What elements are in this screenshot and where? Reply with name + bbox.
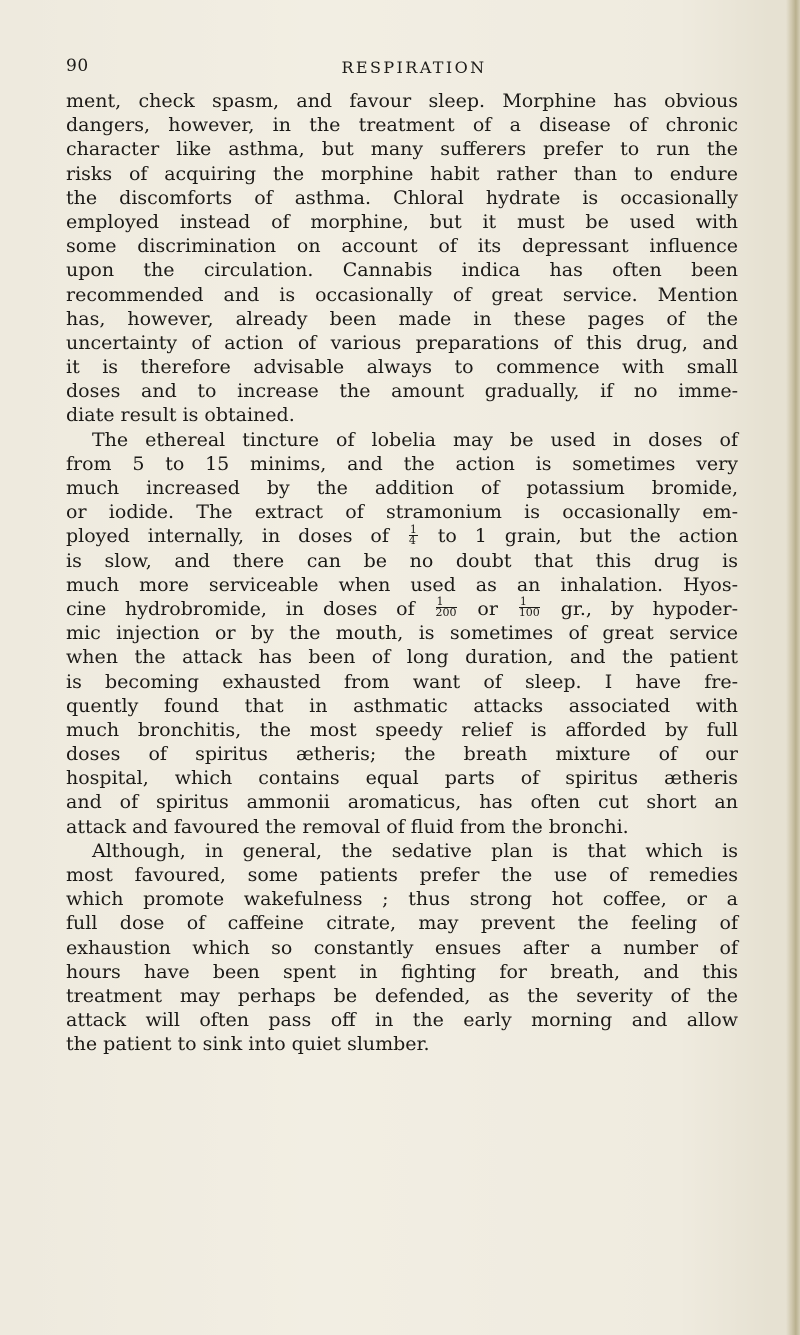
fraction-numerator: 1	[436, 597, 457, 608]
text-line: quently found that in asthmatic attacks associated with	[66, 694, 738, 717]
text-line: and of spiritus ammonii aromaticus, has often cut short an	[66, 791, 738, 814]
fraction-numerator: 1	[409, 522, 417, 536]
text-line: dangers, however, in the treatment of a disease of chronic	[66, 114, 738, 137]
text-fragment: or	[477, 597, 498, 620]
text-line: mic injection or by the mouth, is sometimes of great service	[66, 622, 738, 645]
text-line: Although, in general, the sedative plan is that which is	[92, 839, 738, 862]
text-line: is becoming exhausted from want of sleep. I have fre-	[66, 670, 738, 693]
text-line-fraction	[66, 524, 738, 548]
text-line: exhaustion which so constantly ensues after a number of	[66, 936, 738, 959]
text-line: much increased by the addition of potassium bromide,	[66, 477, 738, 499]
text-line: risks of acquiring the morphine habit rather than to endure	[66, 162, 738, 185]
text-line: doses and to increase the amount gradually, if no imme-	[66, 380, 738, 403]
text-line: ment, check spasm, and favour sleep. Morphine has obvious	[66, 90, 738, 112]
fraction-denominator: 4	[408, 533, 416, 547]
text-line: much bronchitis, the most speedy relief is afforded by full	[66, 718, 738, 741]
page-edge-shadow	[786, 0, 800, 1335]
fraction	[519, 597, 540, 618]
text-line: is slow, and there can be no doubt that this drug is	[66, 549, 738, 572]
text-line-fraction	[66, 597, 738, 621]
running-head: RESPIRATION	[341, 58, 487, 77]
text-line: treatment may perhaps be defended, as the severity of the	[66, 984, 738, 1007]
text-line: the discomforts of asthma. Chloral hydrate is occasionally	[66, 186, 738, 209]
text-line: character like asthma, but many sufferers prefer to run the	[66, 138, 738, 161]
fraction-denominator: 100	[518, 606, 540, 620]
text-line: recommended and is occasionally of great service. Mention	[66, 283, 738, 306]
text-line: from 5 to 15 minims, and the action is sometimes very	[66, 452, 738, 475]
text-line: hospital, which contains equal parts of spiritus ætheris	[66, 767, 738, 790]
text-line: doses of spiritus ætheris; the breath mixture of our	[66, 743, 738, 766]
text-fragment: ployed internally, in doses of	[66, 525, 389, 548]
text-line: full dose of caffeine citrate, may prevent the feeling of	[66, 912, 738, 935]
text-line: has, however, already been made in these pages of the	[66, 307, 738, 330]
text-line: it is therefore advisable always to commence with small	[66, 356, 738, 379]
text-line: which promote wakefulness ; thus strong hot coffee, or a	[66, 888, 738, 911]
text-line: employed instead of morphine, but it must be used with	[66, 210, 738, 233]
text-line: attack and favoured the removal of fluid from the bronchi.	[66, 815, 629, 838]
text-line: much more serviceable when used as an inhalation. Hyos-	[66, 573, 738, 596]
text-fragment: cine hydrobromide, in doses of	[66, 597, 415, 620]
text-line: upon the circulation. Cannabis indica has often been	[66, 259, 738, 282]
fraction-numerator: 1	[519, 597, 540, 608]
page-number: 90	[66, 56, 89, 76]
text-line: The ethereal tincture of lobelia may be used in doses of	[92, 428, 738, 451]
text-line: uncertainty of action of various preparations of this drug, and	[66, 331, 738, 354]
text-line: when the attack has been of long duration, and the patient	[66, 646, 738, 669]
text-line: most favoured, some patients prefer the use of remedies	[66, 864, 738, 886]
fraction	[408, 522, 418, 547]
fraction-denominator: 200	[435, 606, 457, 620]
body-text	[66, 89, 738, 1057]
text-line: the patient to sink into quiet slumber.	[66, 1033, 430, 1056]
text-line: or iodide. The extract of stramonium is occasionally em-	[66, 501, 738, 524]
text-line: diate result is obtained.	[66, 404, 295, 427]
fraction	[436, 597, 457, 618]
text-fragment: gr., by hypoder-	[560, 597, 739, 620]
text-line: attack will often pass off in the early morning and allow	[66, 1009, 738, 1032]
text-line: some discrimination on account of its depressant influence	[66, 235, 738, 258]
text-line: hours have been spent in fighting for breath, and this	[66, 960, 738, 983]
text-fragment: to 1 grain, but the action	[437, 525, 739, 548]
